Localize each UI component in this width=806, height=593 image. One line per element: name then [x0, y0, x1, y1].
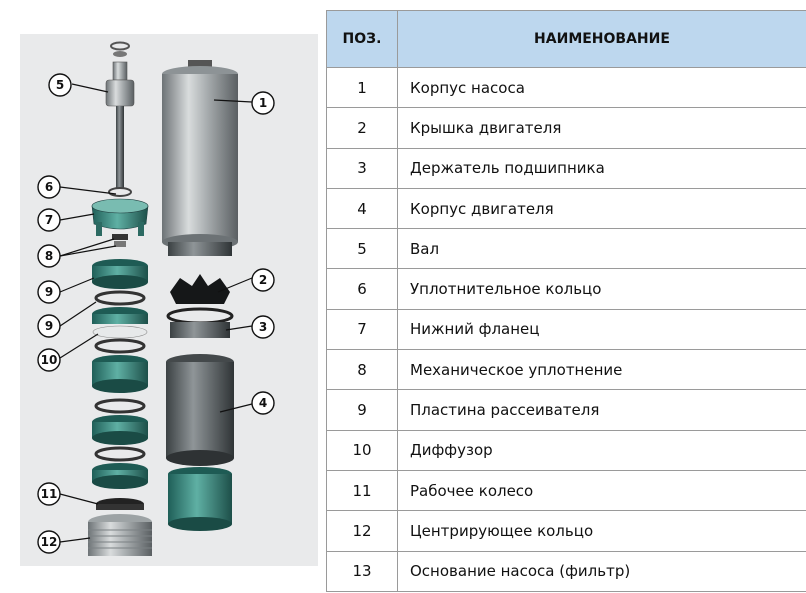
row-name: Основание насоса (фильтр) [398, 551, 806, 591]
row-pos: 11 [327, 470, 398, 510]
table-row [327, 148, 806, 188]
header-name: НАИМЕНОВАНИЕ [398, 11, 806, 68]
row-pos: 3 [327, 148, 398, 188]
table-header-row [327, 11, 806, 68]
table-row [327, 108, 806, 148]
table-row [327, 511, 806, 551]
row-pos: 9 [327, 390, 398, 430]
right-parts-stack [162, 60, 238, 531]
row-pos: 4 [327, 188, 398, 228]
table-row [327, 350, 806, 390]
row-name: Центрирующее кольцо [398, 511, 806, 551]
row-name: Пластина рассеивателя [398, 390, 806, 430]
table-row [327, 188, 806, 228]
row-pos: 13 [327, 551, 398, 591]
row-pos: 5 [327, 229, 398, 269]
table-row [327, 68, 806, 108]
row-name: Диффузор [398, 430, 806, 470]
left-parts-stack [88, 43, 152, 557]
row-pos: 10 [327, 430, 398, 470]
callout-label-5: 5 [55, 78, 65, 92]
row-name: Держатель подшипника [398, 148, 806, 188]
row-name: Механическое уплотнение [398, 350, 806, 390]
row-name: Вал [398, 229, 806, 269]
callout-label-9a: 9 [44, 285, 54, 299]
callout-label-9b: 9 [44, 319, 54, 333]
table-row [327, 390, 806, 430]
table-row [327, 309, 806, 349]
callout-label-8: 8 [44, 249, 54, 263]
row-name: Нижний фланец [398, 309, 806, 349]
callout-label-12: 12 [40, 535, 58, 549]
table-row [327, 430, 806, 470]
callout-label-3: 3 [258, 320, 268, 334]
table-row [327, 269, 806, 309]
header-position: ПОЗ. [327, 11, 398, 68]
row-name: Уплотнительное кольцо [398, 269, 806, 309]
callout-label-2: 2 [258, 273, 268, 287]
table-row [327, 470, 806, 510]
parts-table [326, 10, 806, 592]
row-name: Рабочее колесо [398, 470, 806, 510]
pump-drawing [20, 34, 318, 566]
callout-label-1: 1 [258, 96, 268, 110]
row-name: Корпус двигателя [398, 188, 806, 228]
row-pos: 2 [327, 108, 398, 148]
row-name: Крышка двигателя [398, 108, 806, 148]
stage-group-lower [92, 400, 148, 489]
callout-label-10: 10 [40, 353, 58, 367]
stage-group-upper [92, 259, 148, 393]
row-pos: 1 [327, 68, 398, 108]
table-row [327, 229, 806, 269]
callout-label-4: 4 [258, 396, 268, 410]
row-pos: 12 [327, 511, 398, 551]
row-pos: 7 [327, 309, 398, 349]
table-row [327, 551, 806, 591]
row-name: Корпус насоса [398, 68, 806, 108]
callout-label-6: 6 [44, 180, 54, 194]
row-pos: 8 [327, 350, 398, 390]
callout-label-7: 7 [44, 213, 54, 227]
pump-exploded-diagram [20, 34, 318, 566]
row-pos: 6 [327, 269, 398, 309]
callout-label-11: 11 [40, 487, 58, 501]
